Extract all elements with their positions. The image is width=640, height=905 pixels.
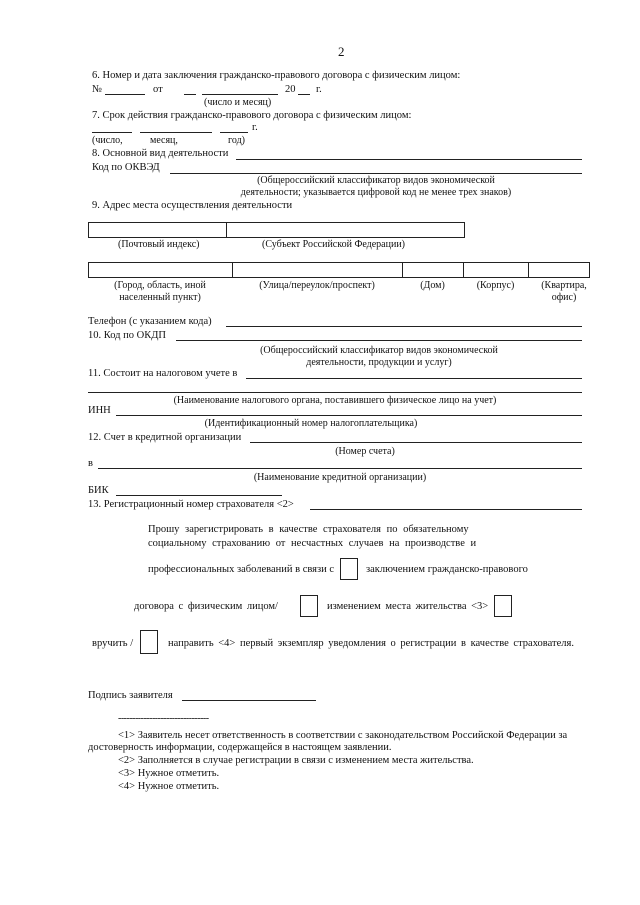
term-year-field[interactable] bbox=[220, 132, 248, 133]
section-9-title: 9. Адрес места осуществления деятельности bbox=[92, 200, 293, 211]
okved-hint-2: деятельности; указывается цифровой код не менее трех знаков) bbox=[240, 187, 512, 198]
contract-year-field[interactable] bbox=[298, 94, 310, 95]
okved-hint-1: (Общероссийский классификатор видов экономической bbox=[257, 175, 495, 186]
footnote-1: <1> Заявитель несет ответственность в соответствии с законодательством Российской Федерации за bbox=[118, 730, 568, 741]
checkbox-hand-over[interactable] bbox=[140, 630, 158, 654]
request-line-5a: вручить / bbox=[92, 638, 134, 649]
request-line-5b: направить <4> первый экземпляр уведомления о регистрации в качестве страхователя. bbox=[168, 638, 574, 649]
address-row-1-divider bbox=[226, 222, 227, 238]
main-activity-field[interactable] bbox=[236, 159, 582, 160]
okdp-hint-2: деятельности, продукции и услуг) bbox=[306, 357, 452, 368]
contract-month-field[interactable] bbox=[202, 94, 278, 95]
region-hint: (Субъект Российской Федерации) bbox=[262, 239, 406, 250]
footnote-1-continued: достоверность информации, содержащейся в настоящем заявлении. bbox=[88, 742, 392, 753]
checkbox-contract-alt[interactable] bbox=[300, 595, 318, 617]
signature-field[interactable] bbox=[182, 700, 316, 701]
bank-account-hint: (Номер счета) bbox=[335, 446, 395, 457]
request-line-4a: договора с физическим лицом/ bbox=[134, 601, 278, 612]
address-row-2-divider-4 bbox=[528, 262, 529, 278]
contract-number-label: № bbox=[92, 84, 103, 95]
footnote-2: <2> Заполняется в случае регистрации в связи с изменением места жительства. bbox=[118, 755, 474, 766]
request-line-3a: профессиональных заболеваний в связи с bbox=[148, 564, 335, 575]
okdp-hint-1: (Общероссийский классификатор видов экономической bbox=[260, 345, 498, 356]
apartment-hint-2: офис) bbox=[551, 292, 577, 303]
contract-date-hint: (число и месяц) bbox=[204, 97, 272, 108]
section-12-title: 12. Счет в кредитной организации bbox=[88, 432, 242, 443]
term-hint-year: год) bbox=[228, 135, 245, 146]
contract-year-suffix: г. bbox=[316, 84, 322, 95]
term-year-suffix: г. bbox=[252, 122, 258, 133]
bank-in-label: в bbox=[88, 458, 93, 469]
okved-label: Код по ОКВЭД bbox=[92, 162, 160, 173]
address-row-2-divider-2 bbox=[402, 262, 403, 278]
contract-date-from-label: от bbox=[153, 84, 163, 95]
tax-authority-field-1[interactable] bbox=[246, 378, 582, 379]
bik-field[interactable] bbox=[116, 495, 282, 496]
okdp-field[interactable] bbox=[176, 340, 582, 341]
address-row-2-divider-3 bbox=[463, 262, 464, 278]
bank-name-field[interactable] bbox=[98, 468, 582, 469]
bank-account-field[interactable] bbox=[250, 442, 582, 443]
building-hint: (Корпус) bbox=[476, 280, 515, 291]
house-hint: (Дом) bbox=[420, 280, 445, 291]
checkbox-contract[interactable] bbox=[340, 558, 358, 580]
okved-field[interactable] bbox=[170, 173, 582, 174]
page-number: 2 bbox=[338, 44, 345, 59]
section-10-title: 10. Код по ОКДП bbox=[88, 330, 166, 341]
section-8-title: 8. Основной вид деятельности bbox=[92, 148, 229, 159]
section-13-title: 13. Регистрационный номер страхователя <2> bbox=[88, 499, 294, 510]
phone-label: Телефон (с указанием кода) bbox=[88, 316, 212, 327]
term-hint-day: (число, bbox=[92, 135, 123, 146]
tax-authority-field-2[interactable] bbox=[88, 392, 582, 393]
inn-label: ИНН bbox=[88, 405, 111, 416]
request-line-1: Прошу зарегистрировать в качестве страхователя по обязательному bbox=[148, 524, 469, 535]
checkbox-residence-change[interactable] bbox=[494, 595, 512, 617]
inn-hint: (Идентификационный номер налогоплательщика) bbox=[204, 418, 418, 429]
term-hint-month: месяц, bbox=[150, 135, 178, 146]
contract-day-field[interactable] bbox=[184, 94, 196, 95]
bik-label: БИК bbox=[88, 485, 109, 496]
term-month-field[interactable] bbox=[140, 132, 212, 133]
section-6-title: 6. Номер и дата заключения гражданско-правового договора с физическим лицом: bbox=[92, 70, 461, 81]
street-hint: (Улица/переулок/проспект) bbox=[259, 280, 375, 291]
city-hint-2: населенный пункт) bbox=[119, 292, 201, 303]
request-line-2: социальному страхованию от несчастных случаев на производстве и bbox=[148, 538, 477, 549]
contract-year-prefix: 20 bbox=[285, 84, 296, 95]
phone-field[interactable] bbox=[226, 326, 582, 327]
apartment-hint-1: (Квартира, bbox=[541, 280, 587, 291]
section-7-title: 7. Срок действия гражданско-правового договора с физическим лицом: bbox=[92, 110, 412, 121]
registration-number-field[interactable] bbox=[310, 509, 582, 510]
contract-number-field[interactable] bbox=[105, 94, 145, 95]
tax-authority-hint: (Наименование налогового органа, поставившего физическое лицо на учет) bbox=[173, 395, 497, 406]
footnote-3: <3> Нужное отметить. bbox=[118, 768, 220, 779]
footnote-4: <4> Нужное отметить. bbox=[118, 781, 220, 792]
section-11-title: 11. Состоит на налоговом учете в bbox=[88, 368, 238, 379]
signature-label: Подпись заявителя bbox=[88, 690, 173, 701]
term-day-field[interactable] bbox=[92, 132, 132, 133]
inn-field[interactable] bbox=[116, 415, 582, 416]
footnote-separator: -------------------------------- bbox=[118, 713, 209, 724]
postal-index-hint: (Почтовый индекс) bbox=[118, 239, 200, 250]
city-hint-1: (Город, область, иной bbox=[114, 280, 206, 291]
request-line-3b: заключением гражданско-правового bbox=[366, 564, 528, 575]
address-row-2-divider-1 bbox=[232, 262, 233, 278]
address-row-2-box[interactable] bbox=[88, 262, 590, 278]
bank-name-hint: (Наименование кредитной организации) bbox=[253, 472, 427, 483]
address-row-1-box[interactable] bbox=[88, 222, 465, 238]
request-line-4b: изменением места жительства <3> bbox=[327, 601, 489, 612]
